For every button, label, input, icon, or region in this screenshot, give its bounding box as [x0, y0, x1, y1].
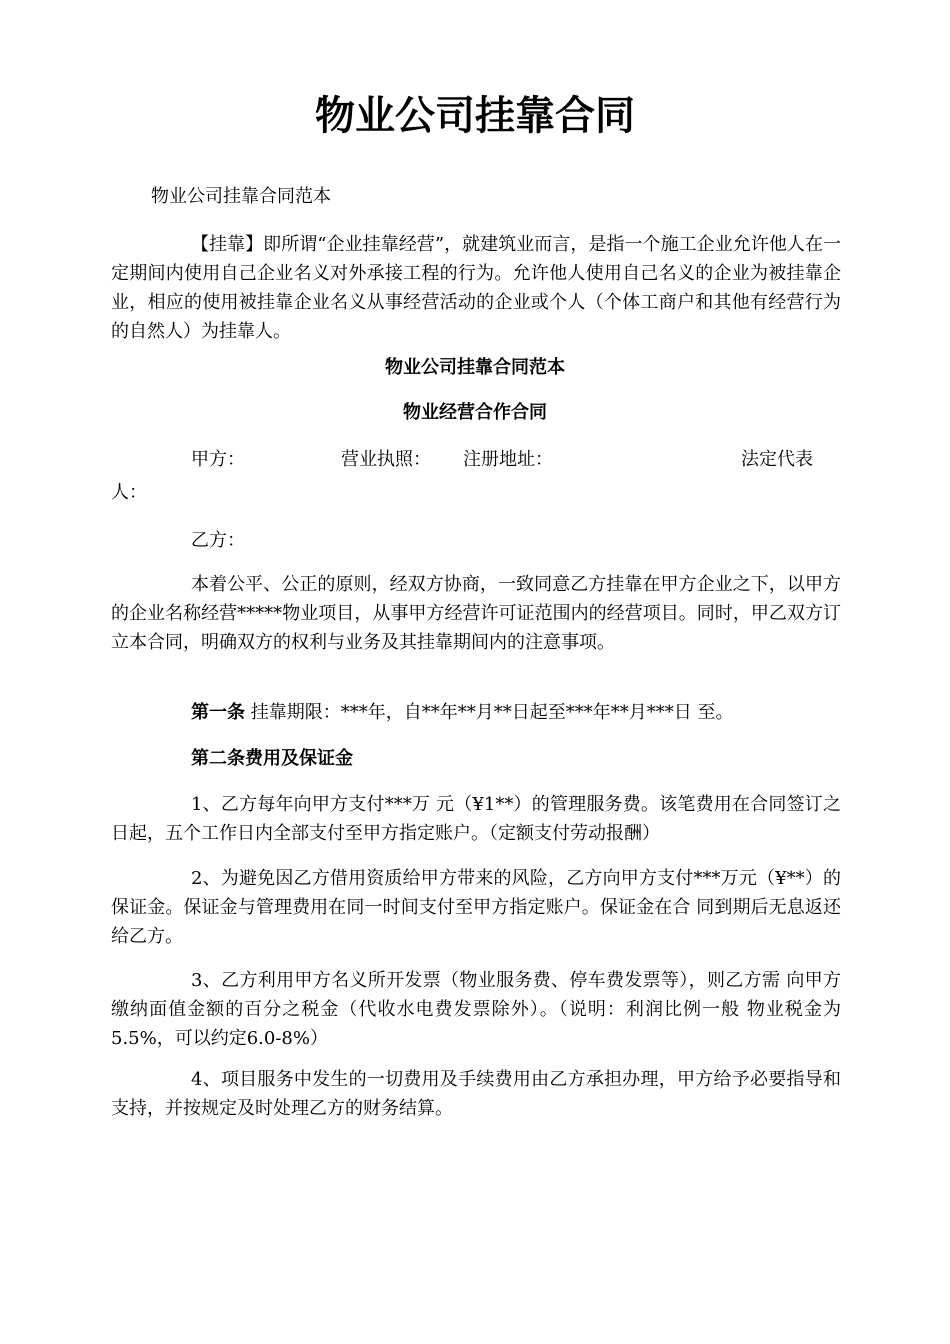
article-2-item-4: 4、项目服务中发生的一切费用及手续费用由乙方承担办理，甲方给予必要指导和支持，并按规定及时处理乙方的财务结算。 [111, 1069, 841, 1119]
legal-rep-label: 法定代表 [741, 449, 813, 470]
business-license-label: 营业执照： [341, 449, 431, 470]
heading-cooperation-contract: 物业经营合作合同 [403, 402, 547, 423]
party-b-label: 乙方： [191, 530, 245, 551]
document-title: 物业公司挂靠合同 [315, 93, 635, 139]
article-1-text: 挂靠期限：***年，自**年**月**日起至***年**月***日 至。 [245, 702, 734, 723]
article-2-item-1: 1、乙方每年向甲方支付***万 元（¥1**）的管理服务费。该笔费用在合同签订之日起，五个工作日内全部支付至甲方指定账户。（定额支付劳动报酬） [111, 794, 841, 844]
subtitle-line: 物业公司挂靠合同范本 [151, 186, 331, 207]
party-a-label: 甲方： [191, 449, 245, 470]
heading-contract-template: 物业公司挂靠合同范本 [385, 357, 565, 378]
legal-rep-label-cont: 人： [111, 482, 147, 503]
article-1-label: 第一条 [191, 702, 245, 723]
intro-paragraph: 【挂靠】即所谓“企业挂靠经营”，就建筑业而言，是指一个施工企业允许他人在一定期间内使用自己企业名义对外承接工程的行为。允许他人使用自己名义的企业为被挂靠企业，相应的使用被挂靠企业名义从事经营活动的企业或个人（个体工商户和其他有经营行为的自然人）为挂靠人。 [111, 234, 841, 342]
article-2-heading: 第二条费用及保证金 [191, 748, 353, 769]
article-2-item-2: 2、为避免因乙方借用资质给甲方带来的风险，乙方向甲方支付***万元（¥**）的保证金。保证金与管理费用在同一时间支付至甲方指定账户。保证金在合 同到期后无息返还给乙方。 [111, 868, 841, 947]
registered-address-label: 注册地址： [463, 449, 553, 470]
preamble-paragraph: 本着公平、公正的原则，经双方协商，一致同意乙方挂靠在甲方企业之下，以甲方的企业名称经营*****物业项目，从事甲方经营许可证范围内的经营项目。同时，甲乙双方订立本合同，明确双方的权利与业务及其挂靠期间内的注意事项。 [111, 574, 841, 653]
article-1 [111, 698, 841, 727]
article-2-item-3: 3、乙方利用甲方名义所开发票（物业服务费、停车费发票等），则乙方需 向甲方缴纳面值金额的百分之税金（代收水电费发票除外）。（说明：利润比例一般 物业税金为5.5%，可以约定6.0-8%） [111, 970, 841, 1049]
